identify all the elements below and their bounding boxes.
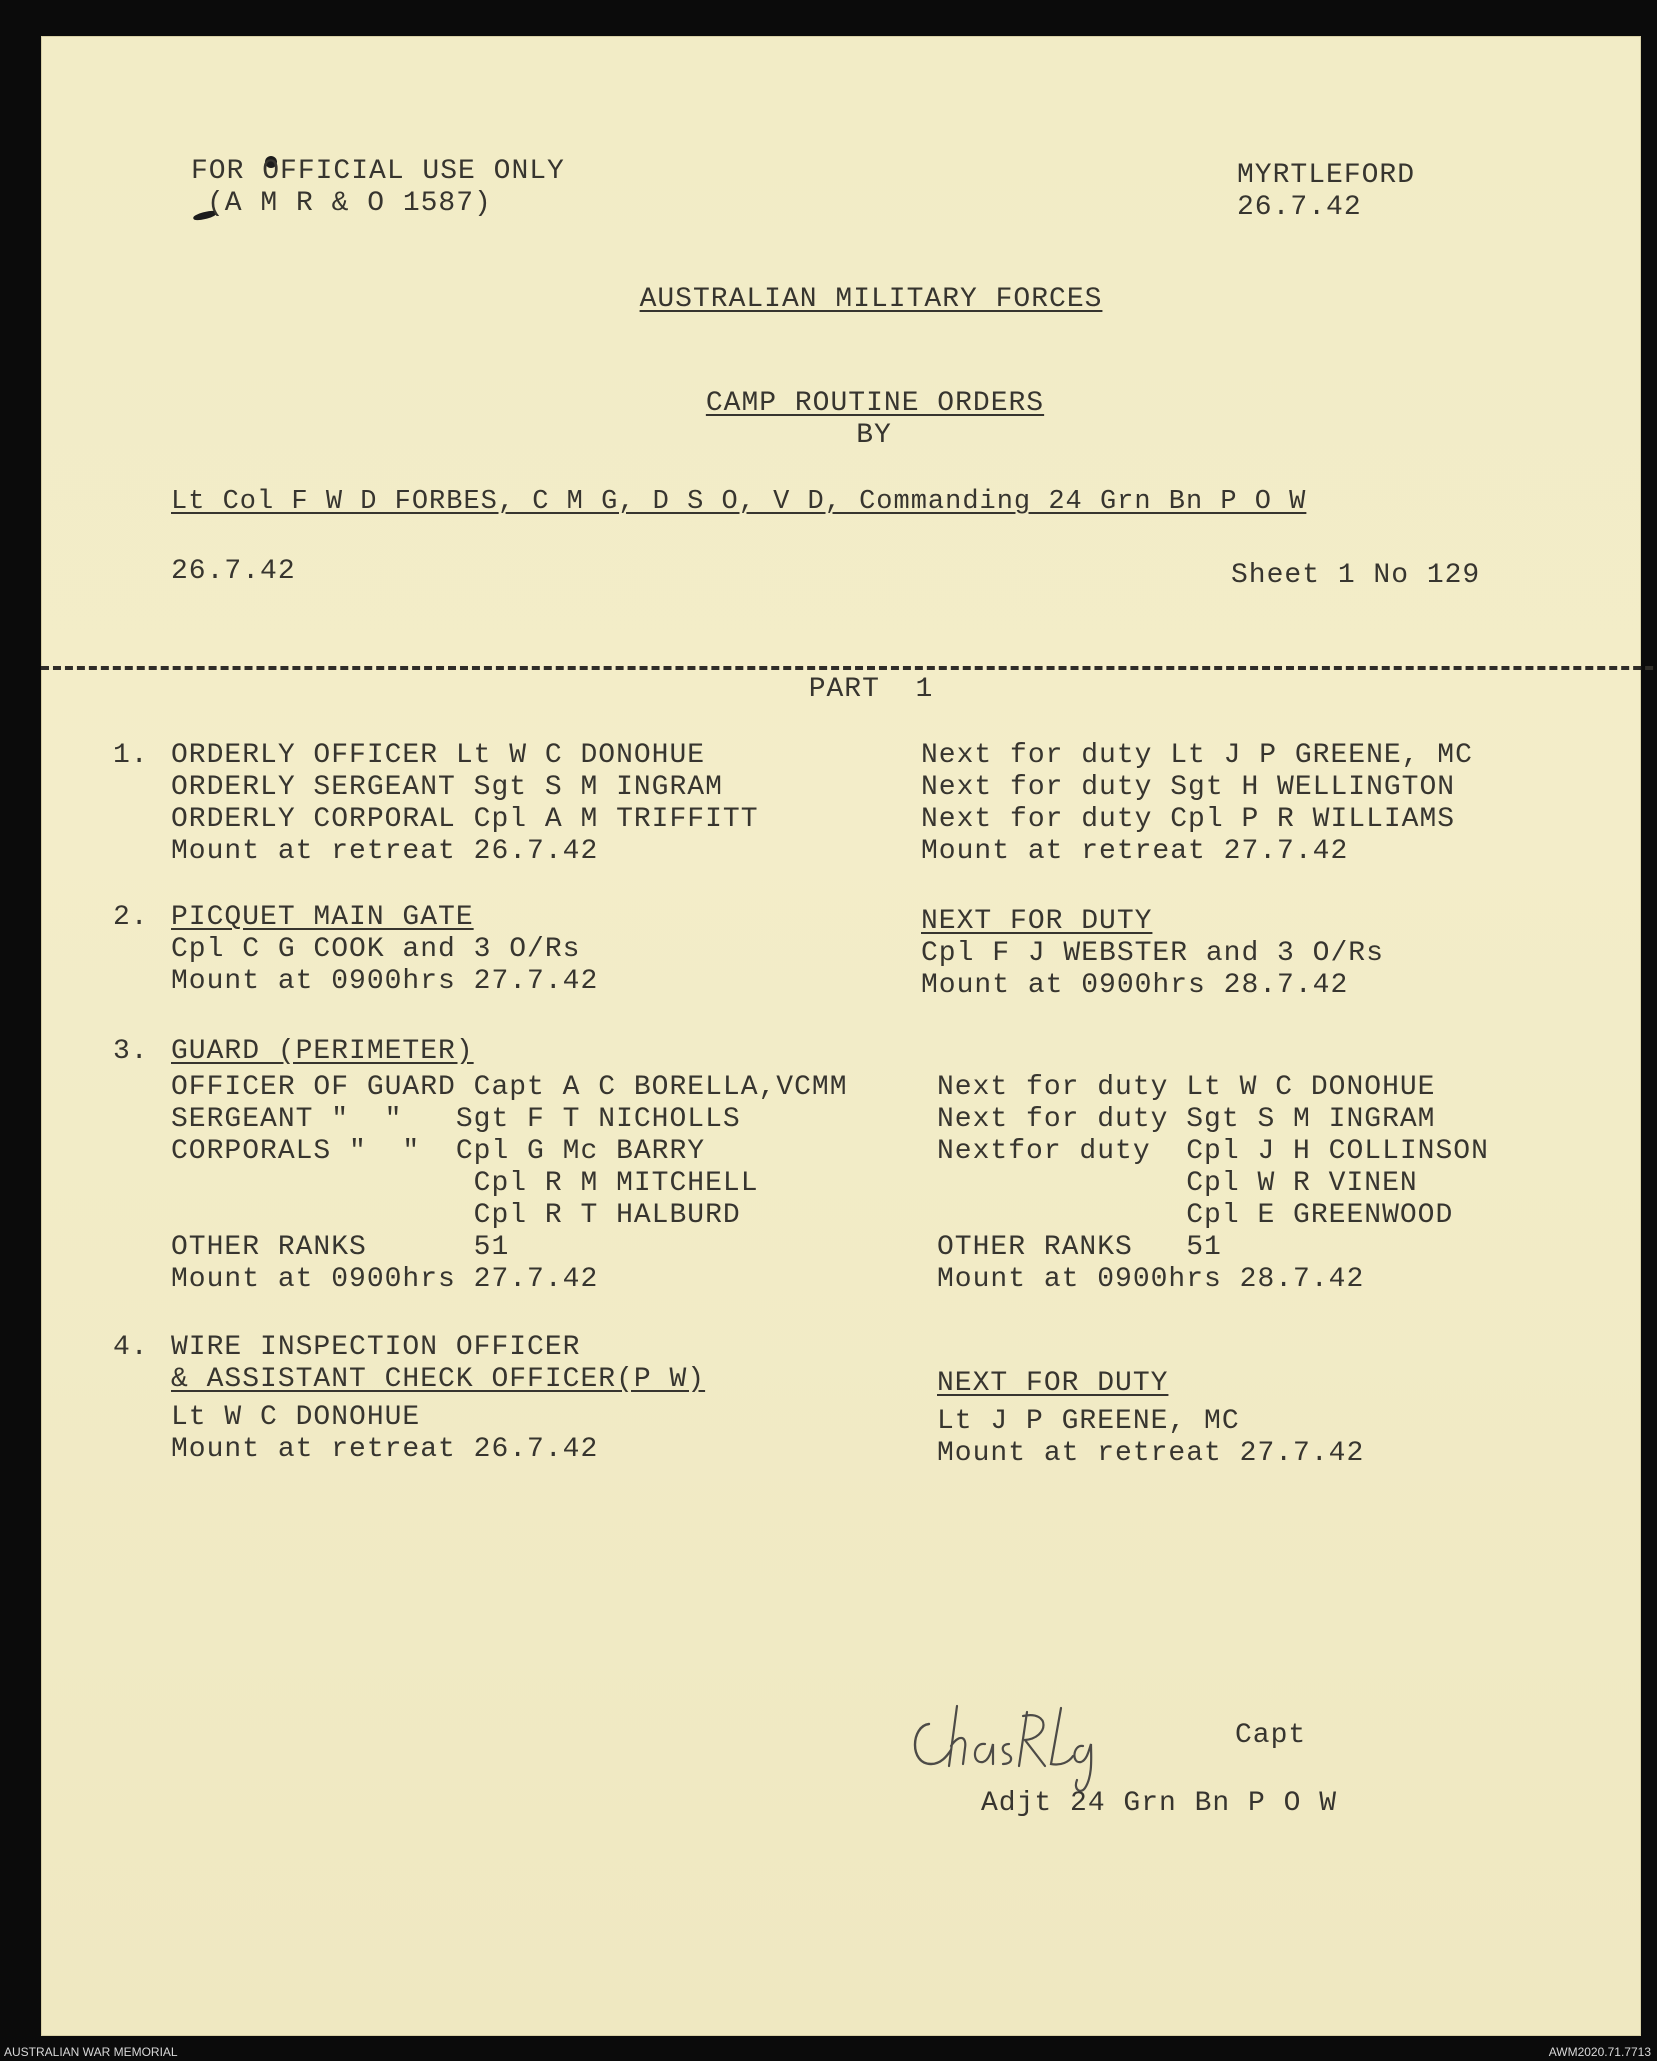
item4-next-heading: NEXT FOR DUTY <box>937 1368 1169 1399</box>
item-number: 1. <box>113 740 149 771</box>
item3-next-line: Cpl E GREENWOOD <box>937 1200 1454 1231</box>
item3-next-line: Cpl W R VINEN <box>937 1168 1418 1199</box>
header-date: 26.7.42 <box>1237 192 1362 223</box>
item3-next-line: Nextfor duty Cpl J H COLLINSON <box>937 1136 1489 1167</box>
orders-title: CAMP ROUTINE ORDERS <box>705 388 1045 419</box>
signatory-rank: Capt <box>1235 1720 1307 1751</box>
place-name: MYRTLEFORD <box>1237 160 1416 191</box>
signatory-appointment: Adjt 24 Grn Bn P O W <box>981 1788 1338 1819</box>
item3-next-line: OTHER RANKS 51 <box>937 1232 1222 1263</box>
item1-line: ORDERLY CORPORAL Cpl A M TRIFFITT <box>171 804 759 835</box>
archive-accession-number: AWM2020.71.7713 <box>1548 2045 1651 2059</box>
archive-credit: AUSTRALIAN WAR MEMORIAL <box>4 2045 178 2059</box>
item1-next-line: Next for duty Sgt H WELLINGTON <box>921 772 1456 803</box>
item-number: 2. <box>113 902 149 933</box>
official-use-line: FOR OFFICIAL USE ONLY <box>191 156 565 187</box>
item-number: 4. <box>113 1332 149 1363</box>
item3-line: Cpl R T HALBURD <box>171 1200 741 1231</box>
regulation-ref: (A M R & O 1587) <box>207 188 492 219</box>
item2-line: Mount at 0900hrs 27.7.42 <box>171 966 599 997</box>
handwritten-signature <box>901 1686 1101 1796</box>
commander-line: Lt Col F W D FORBES, C M G, D S O, V D, Commanding 24 Grn Bn P O W <box>171 487 1307 517</box>
item1-next-line: Next for duty Lt J P GREENE, MC <box>921 740 1473 771</box>
item3-next-line: Next for duty Lt W C DONOHUE <box>937 1072 1436 1103</box>
item1-line: ORDERLY OFFICER Lt W C DONOHUE <box>171 740 706 771</box>
item3-line: OFFICER OF GUARD Capt A C BORELLA,VCMM <box>171 1072 848 1103</box>
item1-line: ORDERLY SERGEANT Sgt S M INGRAM <box>171 772 723 803</box>
item2-line: Cpl C G COOK and 3 O/Rs <box>171 934 581 965</box>
item1-next-line: Next for duty Cpl P R WILLIAMS <box>921 804 1456 835</box>
item3-line: OTHER RANKS 51 <box>171 1232 510 1263</box>
item2-heading: PICQUET MAIN GATE <box>171 902 474 933</box>
item2-next-line: Mount at 0900hrs 28.7.42 <box>921 970 1349 1001</box>
dashed-divider <box>41 666 1657 670</box>
item3-next-line: Mount at 0900hrs 28.7.42 <box>937 1264 1365 1295</box>
item3-next-line: Next for duty Sgt S M INGRAM <box>937 1104 1436 1135</box>
orders-date: 26.7.42 <box>171 556 296 587</box>
item1-next-line: Mount at retreat 27.7.42 <box>921 836 1349 867</box>
item4-next-line: Mount at retreat 27.7.42 <box>937 1438 1365 1469</box>
item3-line: Mount at 0900hrs 27.7.42 <box>171 1264 599 1295</box>
item2-next-heading: NEXT FOR DUTY <box>921 906 1153 937</box>
item4-line: Lt W C DONOHUE <box>171 1402 421 1433</box>
item1-line: Mount at retreat 26.7.42 <box>171 836 599 867</box>
part-heading: PART 1 <box>808 674 934 705</box>
item-number: 3. <box>113 1036 149 1067</box>
sheet-number: Sheet 1 No 129 <box>1231 560 1481 591</box>
item4-heading: WIRE INSPECTION OFFICER <box>171 1332 581 1363</box>
item3-heading: GUARD (PERIMETER) <box>171 1036 474 1067</box>
item2-next-line: Cpl F J WEBSTER and 3 O/Rs <box>921 938 1384 969</box>
item3-line: SERGEANT " " Sgt F T NICHOLLS <box>171 1104 741 1135</box>
by-line: BY <box>856 420 892 451</box>
item4-heading: & ASSISTANT CHECK OFFICER(P W) <box>171 1364 706 1395</box>
item3-line: Cpl R M MITCHELL <box>171 1168 759 1199</box>
item4-line: Mount at retreat 26.7.42 <box>171 1434 599 1465</box>
item4-next-line: Lt J P GREENE, MC <box>937 1406 1240 1437</box>
forces-title: AUSTRALIAN MILITARY FORCES <box>639 284 1103 315</box>
document-page <box>41 36 1641 2036</box>
item3-line: CORPORALS " " Cpl G Mc BARRY <box>171 1136 706 1167</box>
